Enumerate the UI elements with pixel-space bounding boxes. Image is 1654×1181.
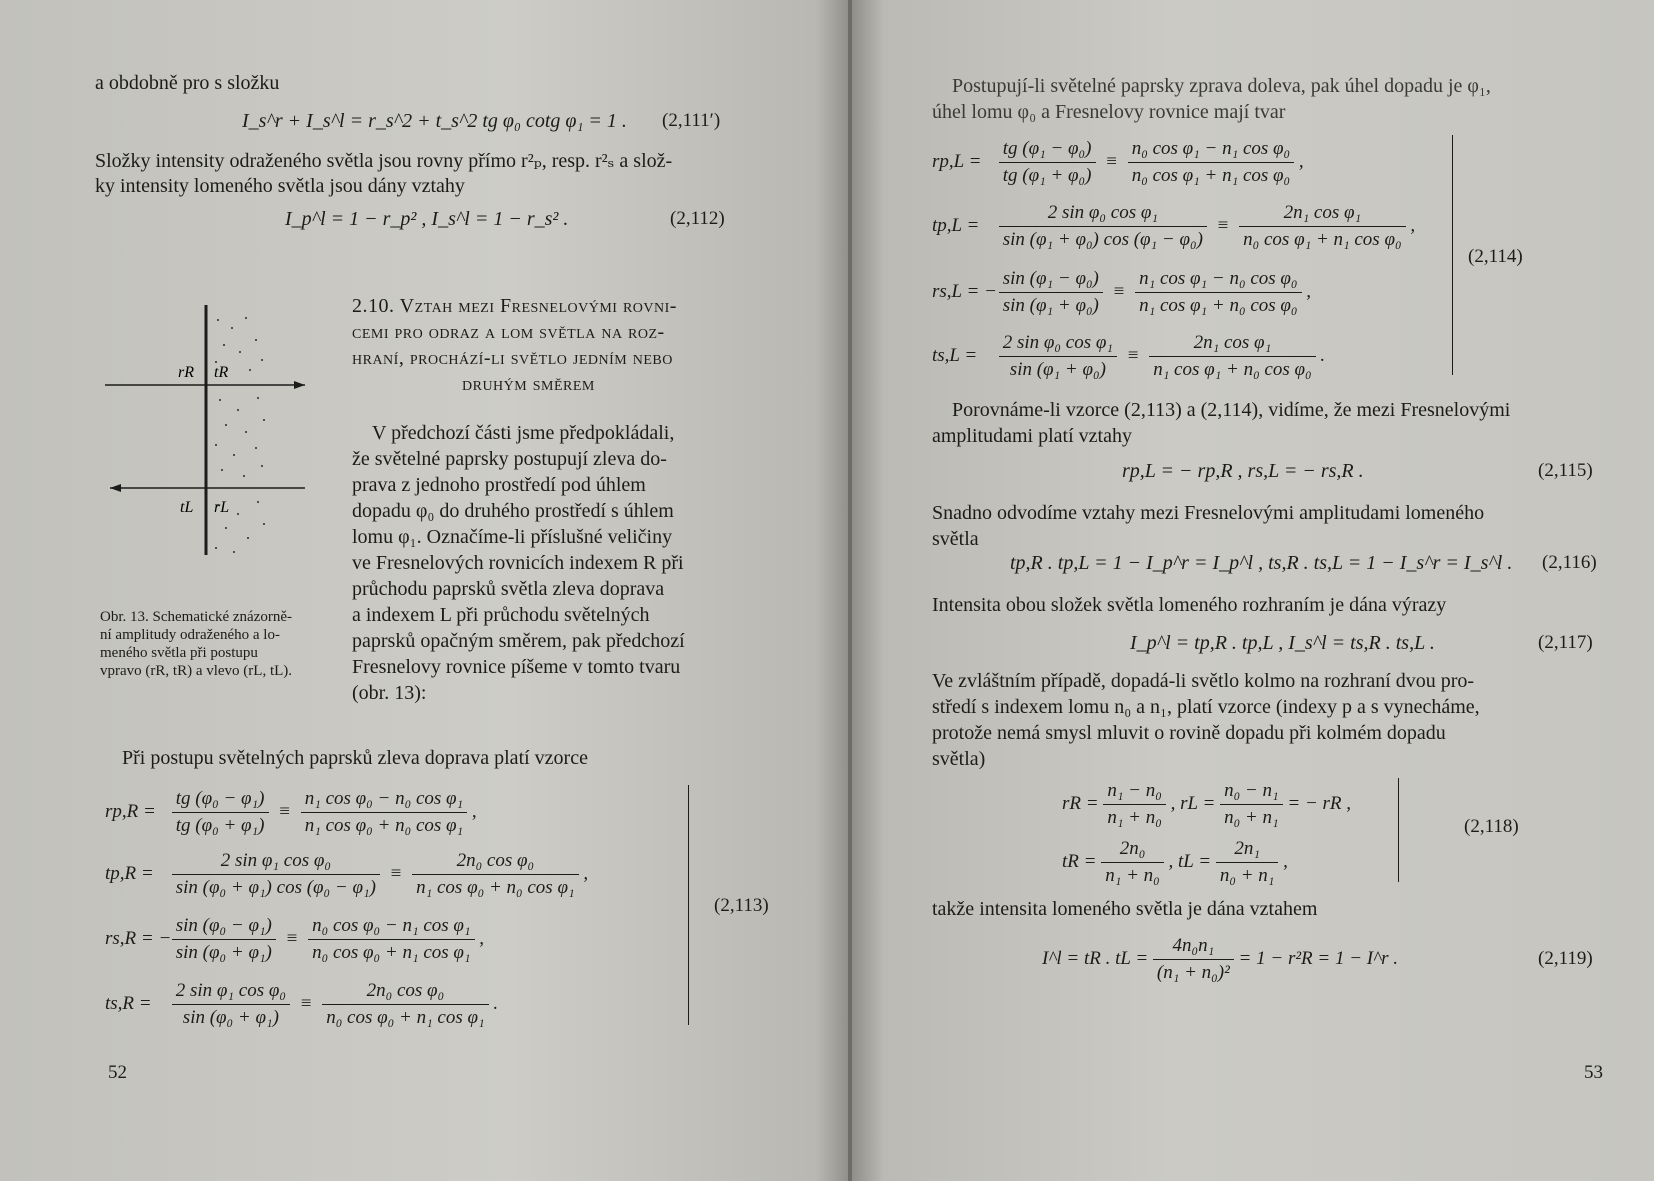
label-rL: rL bbox=[214, 499, 230, 516]
right-bracket bbox=[688, 785, 689, 1025]
equation-number: (2,118) bbox=[1464, 816, 1519, 837]
fraction: $\frac{\text{2 sin φ₁ cos φ₀}}{\text{sin (φ₀ + φ₁) cos (φ₀ − φ₁)}}$ bbox=[172, 850, 380, 899]
equation-number: (2,114) bbox=[1468, 246, 1523, 267]
caption-line: ní amplitudy odraženého a lo- bbox=[100, 627, 280, 643]
caption-line: meného světla při postupu bbox=[100, 645, 258, 661]
s-component-intro: a obdobně pro s složku bbox=[95, 72, 280, 94]
body-line: průchodu paprsků světla zleva doprava bbox=[352, 578, 665, 600]
equation-2-111-prime: I_s^r + I_s^l = r_s^2 + t_s^2 tg φ₀ cotg φ₁ = 1 . bbox=[242, 110, 627, 132]
equation-row: ts,L = $\frac{\text{2 sin φ₀ cos φ₁}}{\text{sin (φ₁ + φ₀)}}$ ≡ $\frac{\text{2n₁ cos φ₁}}{\text{n₁ cos φ₁ + n₀ cos φ₀}}$ . bbox=[932, 332, 1326, 380]
body-line: dopadu φ₀ do druhého prostředí s úhlem bbox=[352, 500, 674, 522]
body-line: paprsků opačným směrem, pak předchozí bbox=[352, 630, 685, 652]
body-line: V předchozí části jsme předpokládali, bbox=[372, 422, 675, 444]
fraction: $\frac{\text{2n₀ cos φ₀}}{\text{n₀ cos φ₀ + n₁ cos φ₁}}$ bbox=[322, 980, 488, 1029]
page-number: 52 bbox=[108, 1062, 127, 1083]
equation-row: rs,R = − $\frac{\text{sin (φ₀ − φ₁)}}{\text{sin (φ₀ + φ₁)}}$ ≡ $\frac{\text{n₀ cos φ₀ − n₁ cos φ₁}}{\text{n₀ cos φ₀ + n₁ cos φ₁}}$ , bbox=[105, 915, 485, 963]
page-number: 53 bbox=[1584, 1062, 1603, 1083]
intro-line: Postupují-li světelné paprsky zprava doleva, pak úhel dopadu je φ₁, bbox=[952, 75, 1491, 97]
equation-number: (2,113) bbox=[714, 895, 769, 916]
fraction: $\frac{\text{n₁ cos φ₁ − n₀ cos φ₀}}{\text{n₁ cos φ₁ + n₀ cos φ₀}}$ bbox=[1135, 268, 1301, 317]
equation-number: (2,112) bbox=[670, 208, 725, 229]
equation-2-115: rp,L = − rp,R , rs,L = − rs,R . bbox=[1122, 460, 1364, 482]
paragraph-line: středí s indexem lomu n₀ a n₁, platí vzorce (indexy p a s vynecháme, bbox=[932, 696, 1480, 718]
fraction: $\frac{\text{2n₁}}{\text{n₀ + n₁}}$ bbox=[1216, 838, 1279, 887]
right-page bbox=[852, 0, 1654, 1181]
body-line: prava z jednoho prostředí pod úhlem bbox=[352, 474, 646, 496]
section-heading: hraní, prochází-li světlo jedním nebo bbox=[352, 347, 673, 369]
paragraph-line: Snadno odvodíme vztahy mezi Fresnelovými amplitudami lomeného bbox=[932, 502, 1485, 524]
fraction: $\frac{\text{n₁ − n₀}}{\text{n₁ + n₀}}$ bbox=[1103, 780, 1166, 829]
equation-row: rR = $\frac{\text{n₁ − n₀}}{\text{n₁ + n₀}}$ , rL = $\frac{\text{n₀ − n₁}}{\text{n₀ + n₁}}$ = − rR , bbox=[1062, 780, 1352, 828]
equation-row: tp,L = $\frac{\text{2 sin φ₀ cos φ₁}}{\text{sin (φ₁ + φ₀) cos (φ₁ − φ₀)}}$ ≡ $\frac{\text{2n₁ cos φ₁}}{\text{n₀ cos φ₁ + n₁ cos φ₀}}$ , bbox=[932, 202, 1416, 250]
paragraph-line: Intensita obou složek světla lomeného rozhraním je dána výrazy bbox=[932, 594, 1447, 616]
fraction: $\frac{\text{sin (φ₀ − φ₁)}}{\text{sin (φ₀ + φ₁)}}$ bbox=[172, 915, 276, 964]
fraction: $\frac{\text{tg (φ₀ − φ₁)}}{\text{tg (φ₀ + φ₁)}}$ bbox=[172, 788, 269, 837]
body-line: a indexem L při průchodu světelných bbox=[352, 604, 650, 626]
equation-2-117: I_p^l = tp,R . tp,L , I_s^l = ts,R . ts,L . bbox=[1130, 632, 1435, 654]
equation-2-112: I_p^l = 1 − r_p² , I_s^l = 1 − r_s² . bbox=[285, 208, 569, 230]
section-heading: cemi pro odraz a lom světla na roz- bbox=[352, 321, 665, 343]
equation-row: tp,R = $\frac{\text{2 sin φ₁ cos φ₀}}{\text{sin (φ₀ + φ₁) cos (φ₀ − φ₁)}}$ ≡ $\frac{\text{2n₀ cos φ₀}}{\text{n₁ cos φ₀ + n₀ cos φ₁}}$ , bbox=[105, 850, 589, 898]
body-line: lomu φ₁. Označíme-li příslušné veličiny bbox=[352, 526, 673, 548]
intro-line: úhel lomu φ₀ a Fresnelovy rovnice mají tvar bbox=[932, 101, 1286, 123]
paragraph-line: světla) bbox=[932, 748, 986, 770]
equation-row: rs,L = − $\frac{\text{sin (φ₁ − φ₀)}}{\text{sin (φ₁ + φ₀)}}$ ≡ $\frac{\text{n₁ cos φ₁ − n₀ cos φ₀}}{\text{n₁ cos φ₁ + n₀ cos φ₀}}$ , bbox=[932, 268, 1312, 316]
arrow-left-icon bbox=[110, 484, 121, 492]
fraction: $\frac{\text{2n₁ cos φ₁}}{\text{n₀ cos φ₁ + n₁ cos φ₀}}$ bbox=[1239, 202, 1405, 251]
equation-row: rp,L = $\frac{\text{tg (φ₁ − φ₀)}}{\text{tg (φ₁ + φ₀)}}$ ≡ $\frac{\text{n₀ cos φ₁ − n₁ cos φ₀}}{\text{n₀ cos φ₁ + n₁ cos φ₀}}$ , bbox=[932, 138, 1304, 186]
fraction: $\frac{\text{n₁ cos φ₀ − n₀ cos φ₁}}{\text{n₁ cos φ₀ + n₀ cos φ₁}}$ bbox=[301, 788, 467, 837]
paragraph-line: Složky intensity odraženého světla jsou rovny přímo r²ₚ, resp. r²ₛ a slož- bbox=[95, 150, 673, 172]
fraction: $\frac{\text{2n₀ cos φ₀}}{\text{n₁ cos φ₀ + n₀ cos φ₁}}$ bbox=[412, 850, 578, 899]
fraction: $\frac{\text{4n₀n₁}}{\text{(n₁ + n₀)²}}$ bbox=[1153, 935, 1234, 984]
caption-line: vpravo (rR, tR) a vlevo (rL, tL). bbox=[100, 663, 293, 679]
paragraph-line: takže intensita lomeného světla je dána vztahem bbox=[932, 898, 1318, 920]
body-line: Fresnelovy rovnice píšeme v tomto tvaru bbox=[352, 656, 681, 678]
fraction: $\frac{\text{n₀ − n₁}}{\text{n₀ + n₁}}$ bbox=[1220, 780, 1283, 829]
paragraph-line: světla bbox=[932, 528, 979, 550]
right-brace bbox=[1398, 778, 1399, 882]
fraction: $\frac{\text{2 sin φ₀ cos φ₁}}{\text{sin (φ₁ + φ₀) cos (φ₁ − φ₀)}}$ bbox=[999, 202, 1207, 251]
fraction: $\frac{\text{2n₁ cos φ₁}}{\text{n₁ cos φ₁ + n₀ cos φ₀}}$ bbox=[1149, 332, 1315, 381]
caption-line: Obr. 13. Schematické znázorně- bbox=[100, 609, 293, 625]
equation-2-116: tp,R . tp,L = 1 − I_p^r = I_p^l , ts,R . ts,L = 1 − I_s^r = I_s^l . bbox=[1010, 552, 1513, 574]
fraction: $\frac{\text{2 sin φ₁ cos φ₀}}{\text{sin (φ₀ + φ₁)}}$ bbox=[172, 980, 290, 1029]
paragraph-line: amplitudami platí vztahy bbox=[932, 425, 1132, 447]
diagram-svg bbox=[100, 300, 330, 590]
equation-number: (2,115) bbox=[1538, 460, 1593, 481]
fraction: $\frac{\text{n₀ cos φ₀ − n₁ cos φ₁}}{\text{n₀ cos φ₀ + n₁ cos φ₁}}$ bbox=[308, 915, 474, 964]
body-line: ve Fresnelových rovnicích indexem R při bbox=[352, 552, 684, 574]
equation-row: tR = $\frac{\text{2n₀}}{\text{n₁ + n₀}}$ , tL = $\frac{\text{2n₁}}{\text{n₀ + n₁}}$ , bbox=[1062, 838, 1288, 886]
formula-lead: Při postupu světelných paprsků zleva doprava platí vzorce bbox=[122, 747, 588, 769]
label-rR: rR bbox=[178, 364, 194, 381]
right-brace bbox=[1452, 135, 1453, 375]
figure-13-diagram bbox=[100, 300, 330, 590]
body-line: (obr. 13): bbox=[352, 682, 427, 704]
fraction: $\frac{\text{2n₀}}{\text{n₁ + n₀}}$ bbox=[1101, 838, 1164, 887]
section-heading: 2.10. Vztah mezi Fresnelovými rovni- bbox=[352, 295, 677, 317]
equation-number: (2,111′) bbox=[662, 110, 721, 131]
fraction: $\frac{\text{sin (φ₁ − φ₀)}}{\text{sin (φ₁ + φ₀)}}$ bbox=[999, 268, 1103, 317]
paragraph-line: protože nemá smysl mluvit o rovině dopadu při kolmém dopadu bbox=[932, 722, 1446, 744]
section-heading: druhým směrem bbox=[462, 373, 595, 395]
equation-2-119: I^l = tR . tL = $\frac{\text{4n₀n₁}}{\text{(n₁ + n₀)²}}$ = 1 − r²R = 1 − I^r . bbox=[1042, 935, 1399, 983]
equation-row: rp,R = $\frac{\text{tg (φ₀ − φ₁)}}{\text{tg (φ₀ + φ₁)}}$ ≡ $\frac{\text{n₁ cos φ₀ − n₀ cos φ₁}}{\text{n₁ cos φ₀ + n₀ cos φ₁}}$ , bbox=[105, 788, 477, 836]
equation-number: (2,119) bbox=[1538, 948, 1593, 969]
fraction: $\frac{\text{tg (φ₁ − φ₀)}}{\text{tg (φ₁ + φ₀)}}$ bbox=[999, 138, 1096, 187]
paragraph-line: Porovnáme-li vzorce (2,113) a (2,114), vidíme, že mezi Fresnelovými bbox=[952, 399, 1511, 421]
body-line: že světelné paprsky postupují zleva do- bbox=[352, 448, 667, 470]
fraction: $\frac{\text{2 sin φ₀ cos φ₁}}{\text{sin (φ₁ + φ₀)}}$ bbox=[999, 332, 1117, 381]
arrow-right-icon bbox=[294, 381, 305, 389]
fraction: $\frac{\text{n₀ cos φ₁ − n₁ cos φ₀}}{\text{n₀ cos φ₁ + n₁ cos φ₀}}$ bbox=[1128, 138, 1294, 187]
medium-dots bbox=[215, 317, 265, 553]
paragraph-line: Ve zvláštním případě, dopadá-li světlo kolmo na rozhraní dvou pro- bbox=[932, 670, 1475, 692]
paragraph-line: ky intensity lomeného světla jsou dány vztahy bbox=[95, 175, 465, 197]
equation-number: (2,116) bbox=[1542, 552, 1597, 573]
equation-row: ts,R = $\frac{\text{2 sin φ₁ cos φ₀}}{\text{sin (φ₀ + φ₁)}}$ ≡ $\frac{\text{2n₀ cos φ₀}}{\text{n₀ cos φ₀ + n₁ cos φ₁}}$ . bbox=[105, 980, 499, 1028]
equation-number: (2,117) bbox=[1538, 632, 1593, 653]
label-tR: tR bbox=[214, 364, 229, 381]
label-tL: tL bbox=[180, 499, 194, 516]
